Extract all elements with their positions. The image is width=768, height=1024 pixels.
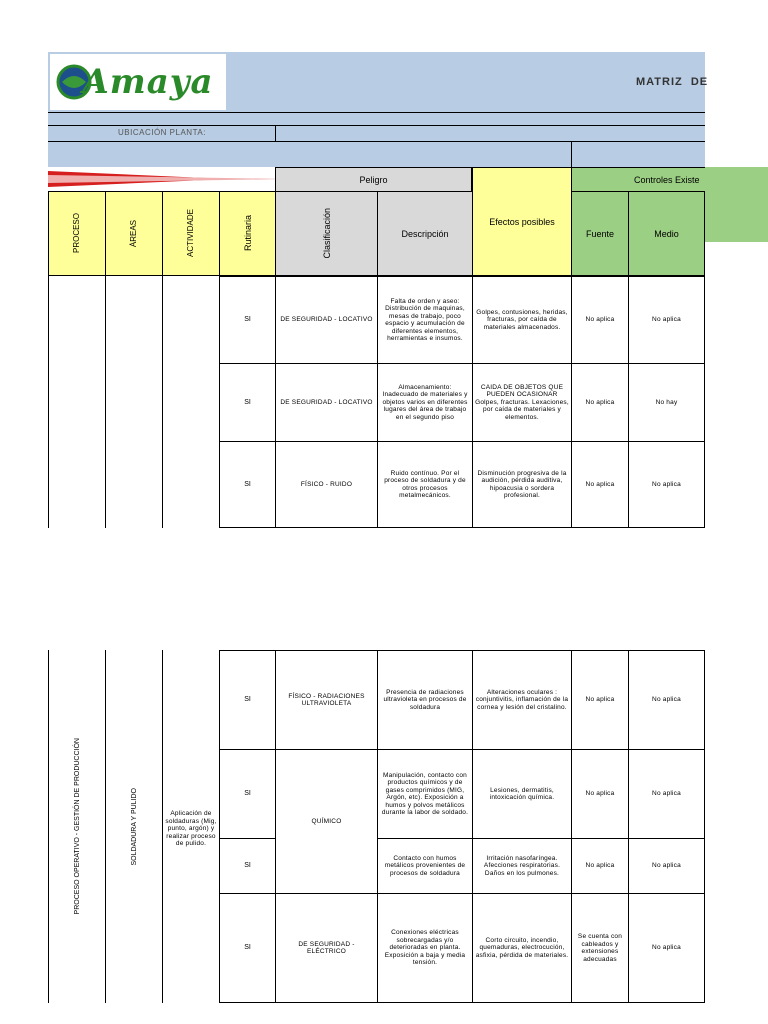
page-title: MATRIZ DE [636,76,709,88]
peligro-header: Peligro [275,167,472,192]
table-row-1-medio: No aplica [628,276,705,364]
table-row-3-rutinaria: SI [219,441,276,528]
table-row-2-efectos: CAIDA DE OBJETOS QUE PUEDEN OCASIONAR Golpes, fracturas. Lexaciones, por caída de materiales y elementos. [472,363,572,442]
medio-header: Medio [628,191,705,276]
actividad-header: ACTIVIDADE [162,191,220,276]
p2-row-2-descripcion: Manipulación, contacto con productos químicos y de gases comprimidos (MIG, Argón, etc). Exposición a humos y polvos metálicos durante la labor de soldado. [377,749,473,839]
areas-header: ÁREAS [105,191,163,276]
p2-row-4-fuente: Se cuenta con cableados y extensiones adecuadas [571,893,629,1003]
p2-row-4-efectos: Corto circuito, incendio, quemaduras, electrocución, asfixia, pérdida de materiales. [472,893,572,1003]
table-row-3-fuente: No aplica [571,441,629,528]
table-row-3-clasificacion: FÍSICO - RUIDO [275,441,378,528]
p2-row-2-efectos: Lesiones, dermatitis, intoxicación química. [472,749,572,839]
table-row-2-rutinaria: SI [219,363,276,442]
p2-row-2-fuente: No aplica [571,749,629,839]
table-row-1-fuente: No aplica [571,276,629,364]
fuente-header: Fuente [571,191,629,276]
p2-row-4-rutinaria: SI [219,893,276,1003]
p2-row-2-rutinaria: SI [219,749,276,839]
table-row-1-descripcion: Falta de orden y aseo: Distribución de maquinas, mesas de trabajo, poco espacio y acumulación de diferentes elementos, herramientas e insumos. [377,276,473,364]
proceso-cell: PROCESO OPERATIVO - GESTIÓN DE PRODUCCIÓN [73,738,81,915]
logo-text: Amaya [82,62,214,102]
p2-row-1-fuente: No aplica [571,650,629,750]
p2-row-1-rutinaria: SI [219,650,276,750]
table-row-2-descripcion: Almacenamiento: Inadecuado de materiales y objetos varios en diferentes lugares del área de trabajo en el segundo piso [377,363,473,442]
table-row-3-descripcion: Ruido contínuo. Por el proceso de soldadura y de otros procesos metalmecánicos. [377,441,473,528]
p2-row-4-descripcion: Conexiones eléctricas sobrecargadas y/o deterioradas en planta. Exposición a baja y media tensión. [377,893,473,1003]
efectos-header: Efectos posibles [472,167,572,276]
arrow-banner [48,167,296,191]
p2-row-1-descripcion: Presencia de radiaciones ultravioleta en procesos de soldadura [377,650,473,750]
p2-row-1-efectos: Alteraciones oculares : conjuntivitis, inflamación de la cornea y lesión del cristalino. [472,650,572,750]
logo [50,54,226,110]
p2-row-4-clasificacion: DE SEGURIDAD - ELÉCTRICO [275,893,378,1003]
table-row-1-rutinaria: SI [219,276,276,364]
p2-row-2-medio: No aplica [628,749,705,839]
ubicacion-row [48,112,705,167]
p2-row-1-medio: No aplica [628,650,705,750]
red-arrow-icon [48,167,296,191]
table-row-3-efectos: Disminución progresiva de la audición, pérdida auditiva, hipoacusia o sordera profesional. [472,441,572,528]
p2-row-3-fuente: No aplica [571,838,629,894]
p2-row-3-medio: No aplica [628,838,705,894]
p2-row-3-descripcion: Contacto con humos metálicos provenientes de procesos de soldadura [377,838,473,894]
controles-extension [705,167,768,242]
table-row-2-fuente: No aplica [571,363,629,442]
ubicacion-label: UBICACIÓN PLANTA: [118,128,206,137]
descripcion-header: Descripción [377,191,473,276]
proceso-header: PROCESO [48,191,106,276]
rutinaria-header: Rutinaria [219,191,276,276]
table-row-2-medio: No hay [628,363,705,442]
controles-header: Controles Existe [571,167,768,192]
p2-row-1-clasificacion: FÍSICO - RADIACIONES ULTRAVIOLETA [275,650,378,750]
p2-row-3-efectos: Irritación nasofaríngea. Afecciones respiratorias. Daños en los pulmones. [472,838,572,894]
p2-row-2-3-clasificacion: QUÍMICO [275,749,378,894]
actividad-cell: Aplicación de soldaduras (Mig, punto, argón) y realizar proceso de pulido. [165,810,217,847]
table-row-2-clasificacion: DE SEGURIDAD - LOCATIVO [275,363,378,442]
p2-row-3-rutinaria: SI [219,838,276,894]
p2-row-4-medio: No aplica [628,893,705,1003]
clasificacion-header: Clasificación [275,191,378,276]
table-row-3-medio: No aplica [628,441,705,528]
table-row-1-clasificacion: DE SEGURIDAD - LOCATIVO [275,276,378,364]
table-row-1-efectos: Golpes, contusiones, heridas, fracturas, por caída de materiales almacenados. [472,276,572,364]
area-cell: SOLDADURA Y PULIDO [130,787,138,866]
